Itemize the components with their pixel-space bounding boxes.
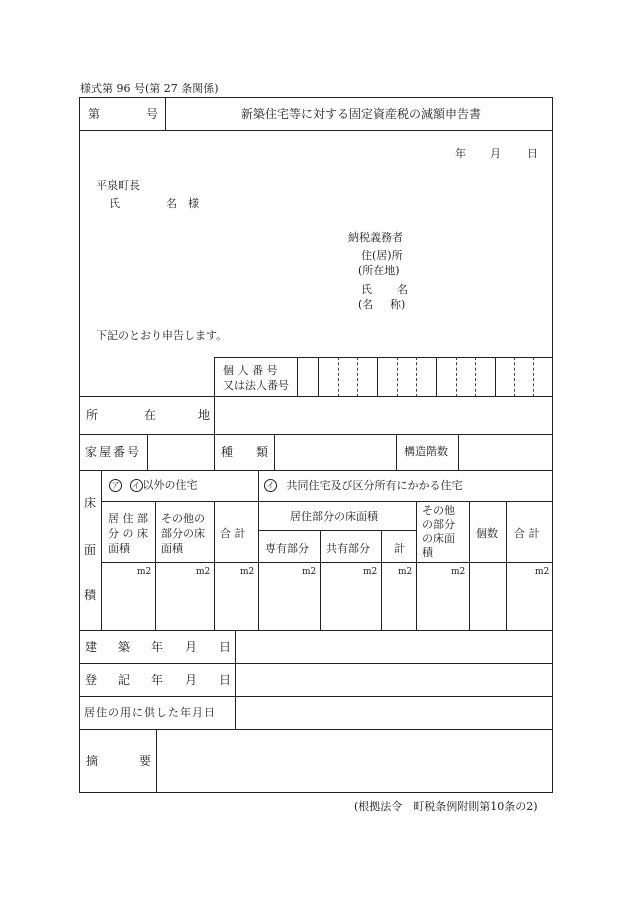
addressee-name-left: 氏 [109,197,120,210]
house-div-5 [458,434,459,470]
frame-left [79,97,80,793]
id-box-div-3 [357,357,358,397]
b-shared-label: 共有部分 [326,542,370,555]
a-col-div-2 [214,501,215,630]
group-b-text: 共同住宅及び区分所有にかかる住宅 [286,478,463,492]
remarks-row-top [79,729,553,730]
area-group-divider [258,470,259,630]
frame-right [552,97,553,793]
a-col2-line3: 面積 [161,542,183,555]
area-values-line [101,562,553,563]
taxpayer-name-left: 氏 [361,283,372,296]
id-label-line2: 又は法人番号 [223,379,289,392]
build-label-4: 月 [185,640,198,654]
date-label-divider [235,630,236,729]
area-side-divider [101,470,102,630]
b-subtotal-label: 計 [394,542,405,555]
id-row-top [214,357,553,358]
addressee-name-right: 名 [166,197,177,210]
date-year: 年 [455,147,466,160]
id-box-div-2 [338,357,339,397]
footer-legal-basis: (根拠法令 町税条例附則第10条の2) [354,800,538,813]
b-other-line3: の床面 [422,532,455,545]
id-box-div-5 [397,357,398,397]
header-bottom-line [79,130,553,131]
form-title: 新築住宅等に対する固定資産税の減額申告書 [241,107,482,121]
id-box-div-11 [514,357,515,397]
b-col-div-1 [320,530,321,630]
house-div-3 [274,434,275,470]
location-row-top [79,396,553,397]
b-total-label: 合 計 [514,527,540,540]
register-label-1: 登 [85,673,98,687]
a-col1-line2: 分 の 床 [108,527,148,540]
a-col1-line3: 面積 [108,542,130,555]
id-box-div-8 [456,357,457,397]
register-label-2: 記 [118,673,131,687]
floors-label: 構造階数 [404,445,448,458]
taxpayer-name-sub-right: 称) [390,298,406,311]
location-label-2: 在 [144,408,157,422]
frame-top [79,97,553,98]
location-label-3: 地 [198,408,211,422]
residence-row-top [79,696,553,697]
house-div-1 [147,434,148,470]
register-label-5: 日 [219,673,232,687]
area-side-3: 積 [84,588,97,602]
number-label-right: 号 [146,107,159,121]
house-number-label: 家屋番号 [85,445,142,459]
id-label-line1: 個 人 番 号 [223,364,278,377]
house-row-top [79,434,553,435]
unit-a1: m2 [137,567,152,577]
a-col-div-1 [155,501,156,630]
group-a-header [109,479,198,492]
taxpayer-heading: 納税義務者 [348,231,403,244]
b-col-div-4 [469,501,470,630]
header-divider [165,97,166,130]
b-other-line1: その他 [422,504,455,517]
id-box-div-6 [416,357,417,397]
group-b-circle: イ [264,479,277,492]
area-group-line [101,501,553,502]
unit-b3: m2 [398,567,413,577]
frame-bottom [79,792,553,793]
b-private-label: 専有部分 [265,542,309,555]
id-box-div-7 [436,357,437,397]
unit-b4: m2 [451,567,466,577]
number-label-left: 第 [88,107,101,121]
b-other-line2: の部分 [422,518,455,531]
b-residential-label: 居住部分の床面積 [290,510,378,523]
remarks-label-1: 摘 [86,754,99,768]
a-col2-line1: その他の [161,512,205,525]
b-residential-line [258,530,416,531]
id-box-div-10 [495,357,496,397]
build-label-1: 建 [85,640,98,654]
id-box-div-4 [377,357,378,397]
register-label-4: 月 [185,673,198,687]
a-col3-label: 合 計 [220,527,246,540]
residence-label: 居住の用に供した年月日 [84,706,216,719]
area-side-1: 床 [84,496,97,510]
b-col-div-3 [416,501,417,630]
id-box-div-9 [475,357,476,397]
group-a-circle-1: ア [109,479,122,492]
date-day: 日 [527,147,538,160]
location-divider [214,396,215,434]
house-div-2 [214,434,215,470]
statement-text: 下記のとおり申告します。 [96,329,228,342]
unit-b1: m2 [302,567,317,577]
area-row-top [79,470,553,471]
kind-label-right: 類 [256,445,269,459]
id-box-div-12 [533,357,534,397]
b-count-label: 個数 [476,527,498,540]
build-label-5: 日 [219,640,232,654]
b-col-div-5 [506,501,507,630]
a-col1-line1: 居 住 部 [108,512,148,525]
form-number: 様式第 96 号(第 27 条関係) [80,82,219,95]
unit-a3: m2 [240,567,255,577]
group-a-text: 以外の住宅 [142,478,198,492]
build-row-top [79,630,553,631]
house-div-4 [396,434,397,470]
taxpayer-address: 住(居)所 [361,249,403,262]
taxpayer-address-sub: (所在地) [358,264,400,277]
register-label-3: 年 [151,673,164,687]
build-label-2: 築 [118,640,131,654]
addressee-town: 平泉町長 [96,179,140,192]
b-col-div-2 [381,530,382,630]
addressee-sama: 様 [188,197,199,210]
unit-a2: m2 [196,567,211,577]
area-side-2: 面 [84,543,97,557]
group-a-circle-2: イ [130,479,143,492]
location-label-1: 所 [86,408,99,422]
unit-b5: m2 [535,567,550,577]
kind-label-left: 種 [221,445,234,459]
remarks-label-2: 要 [139,754,152,768]
id-row-label-right [297,357,298,397]
register-row-top [79,663,553,664]
a-col2-line2: 部分の床 [161,527,205,540]
remarks-divider [156,729,157,793]
group-b-header [264,479,463,492]
taxpayer-name-right: 名 [397,283,408,296]
taxpayer-name-sub-left: (名 [358,298,374,311]
build-label-3: 年 [151,640,164,654]
id-box-div-1 [318,357,319,397]
b-other-line4: 積 [422,546,433,559]
date-month: 月 [490,147,501,160]
unit-b2: m2 [363,567,378,577]
id-row-left [214,357,215,397]
